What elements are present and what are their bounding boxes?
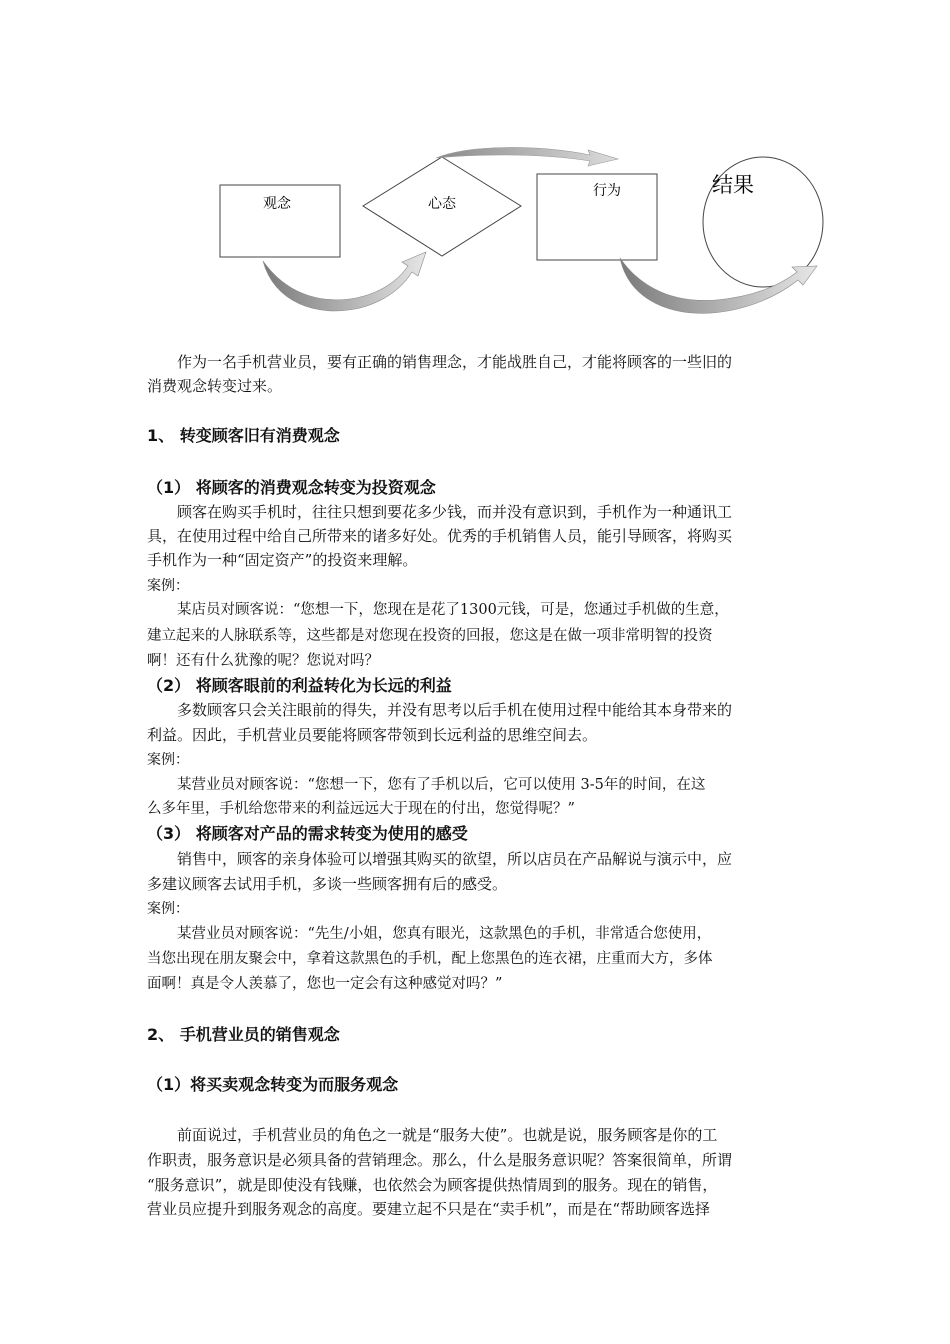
case-line: 建立起来的人脉联系等，这些都是对您现在投资的回报，您这是在做一项非常明智的投资 bbox=[147, 628, 713, 644]
paragraph-line: “服务意识”，就是即使没有钱赚，也依然会为顾客提供热情周到的服务。现在的销售， bbox=[147, 1176, 718, 1194]
subsection-heading: （1）将买卖观念转变为而服务观念 bbox=[147, 1075, 399, 1094]
intro-line: 消费观念转变过来。 bbox=[147, 377, 283, 395]
subsection-heading: （3） 将顾客对产品的需求转变为使用的感受 bbox=[147, 824, 468, 843]
paragraph-line: 营业员应提升到服务观念的高度。要建立起不只是在“卖手机”，而是在“帮助顾客选择 bbox=[147, 1200, 711, 1218]
paragraph-line: 多数顾客只会关注眼前的得失，并没有思考以后手机在使用过程中能给其本身带来的 bbox=[177, 701, 733, 719]
paragraph-line: 利益。因此，手机营业员要能将顾客带领到长远利益的思维空间去。 bbox=[147, 726, 598, 744]
concept-box-label: 观念 bbox=[263, 196, 291, 212]
paragraph-line: 多建议顾客去试用手机，多谈一些顾客拥有后的感受。 bbox=[147, 875, 508, 893]
paragraph-line: 顾客在购买手机时，往往只想到要花多少钱，而并没有意识到，手机作为一种通讯工 bbox=[177, 503, 733, 521]
subsection-heading: （1） 将顾客的消费观念转变为投资观念 bbox=[147, 478, 436, 497]
case-line: 么多年里，手机给您带来的利益远远大于现在的付出，您觉得呢？” bbox=[147, 801, 575, 817]
paragraph-line: 作职责，服务意识是必须具备的营销理念。那么，什么是服务意识呢？答案很简单，所谓 bbox=[147, 1151, 733, 1169]
case-line: 某店员对顾客说：“您想一下，您现在是花了1300元钱，可是，您通过手机做的生意， bbox=[177, 602, 729, 618]
paragraph-line: 前面说过，手机营业员的角色之一就是“服务大使”。也就是说，服务顾客是你的工 bbox=[177, 1126, 718, 1144]
case-label: 案例： bbox=[147, 578, 189, 594]
subsection-heading: （2） 将顾客眼前的利益转化为长远的利益 bbox=[147, 676, 452, 695]
case-line: 面啊！真是令人羡慕了，您也一定会有这种感觉对吗？” bbox=[147, 976, 503, 992]
behavior-box-label: 行为 bbox=[593, 183, 621, 199]
bottom-curved-arrow-left bbox=[263, 252, 426, 311]
case-line: 某营业员对顾客说：“先生/小姐，您真有眼光，这款黑色的手机，非常适合您使用， bbox=[177, 926, 712, 942]
case-line: 某营业员对顾客说：“您想一下，您有了手机以后，它可以使用 3-5年的时间，在这 bbox=[177, 777, 706, 793]
paragraph-line: 销售中，顾客的亲身体验可以增强其购买的欲望，所以店员在产品解说与演示中，应 bbox=[177, 850, 733, 868]
section-heading: 2、 手机营业员的销售观念 bbox=[147, 1025, 340, 1044]
case-line: 当您出现在朋友聚会中，拿着这款黑色的手机，配上您黑色的连衣裙，庄重而大方，多体 bbox=[147, 951, 713, 967]
case-line: 啊！还有什么犹豫的呢？您说对吗？ bbox=[147, 653, 379, 669]
mindset-diamond-label: 心态 bbox=[428, 196, 456, 212]
concept-flow-diagram bbox=[0, 0, 950, 330]
top-curved-arrow bbox=[436, 147, 618, 166]
section-heading: 1、 转变顾客旧有消费观念 bbox=[147, 426, 340, 445]
case-label: 案例： bbox=[147, 901, 189, 917]
case-label: 案例： bbox=[147, 752, 189, 768]
paragraph-line: 手机作为一种“固定资产”的投资来理解。 bbox=[147, 551, 418, 569]
result-label: 结果 bbox=[712, 173, 754, 197]
paragraph-line: 具，在使用过程中给自己所带来的诸多好处。优秀的手机销售人员，能引导顾客，将购买 bbox=[147, 527, 733, 545]
intro-line: 作为一名手机营业员，要有正确的销售理念，才能战胜自己，才能将顾客的一些旧的 bbox=[177, 353, 733, 371]
